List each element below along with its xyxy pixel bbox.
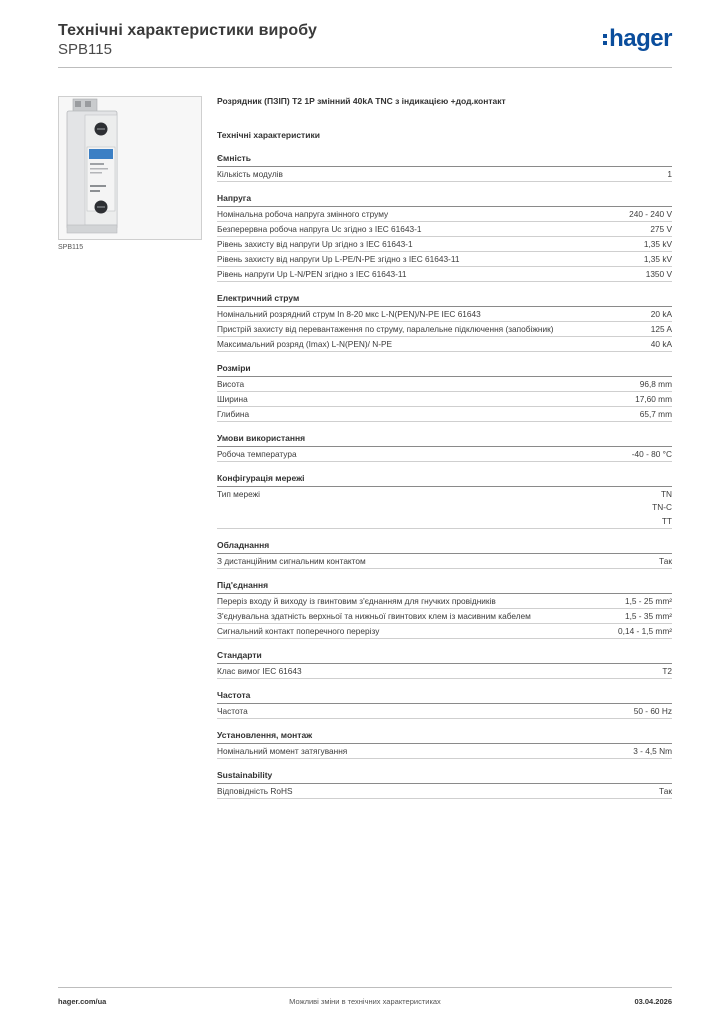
spec-label: Рівень напруги Up L-N/PEN згідно з IEC 61643-11	[217, 268, 407, 279]
spec-value	[659, 785, 672, 799]
spec-label: З дистанційним сигнальним контактом	[217, 555, 366, 566]
product-image	[58, 96, 202, 240]
spec-row	[217, 447, 672, 462]
spec-value-item: 50 - 60 Hz	[633, 705, 672, 716]
spec-label: Номінальна робоча напруга змінного струму	[217, 208, 389, 219]
spec-section	[217, 152, 672, 182]
spec-section	[217, 362, 672, 422]
spec-value-item: 1	[667, 168, 672, 179]
spec-label: Робоча температура	[217, 448, 297, 459]
section-title: Умови використання	[217, 432, 672, 447]
spec-value	[667, 168, 672, 182]
section-title: Розміри	[217, 362, 672, 377]
tech-heading: Технічні характеристики	[217, 130, 320, 140]
spec-value-item: T2	[662, 665, 672, 676]
spec-value	[618, 625, 672, 639]
spec-label: Кількість модулів	[217, 168, 283, 179]
spec-label: Клас вимог IEC 61643	[217, 665, 302, 676]
section-title: Частота	[217, 689, 672, 704]
spec-row	[217, 664, 672, 679]
spec-label: Сигнальний контакт поперечного перерізу	[217, 625, 380, 636]
spec-label: Глибина	[217, 408, 250, 419]
spec-value-item: 20 kA	[650, 308, 672, 319]
spec-value	[659, 555, 672, 569]
spec-section	[217, 292, 672, 352]
spec-value-item: 96,8 mm	[639, 378, 672, 389]
spec-section	[217, 432, 672, 462]
spec-value	[651, 308, 672, 322]
hager-logo	[603, 26, 672, 52]
footer-note: Можливі зміни в технічних характеристиках	[289, 997, 441, 1006]
spec-section	[217, 649, 672, 679]
page-footer	[58, 997, 672, 1011]
spec-value-item: Так	[659, 785, 672, 796]
spec-value	[652, 488, 672, 529]
image-caption: SPB115	[58, 244, 84, 251]
header-divider	[58, 67, 672, 68]
spec-label: Пристрій захисту від перевантаження по струму, паралельне підключення (запобіжник)	[217, 323, 554, 334]
spec-row	[217, 624, 672, 639]
spec-value	[646, 268, 672, 282]
spec-value	[650, 223, 672, 237]
spec-row	[217, 407, 672, 422]
spec-label: Рівень захисту від напруги Up L-PE/N-PE згідно з IEC 61643-11	[217, 253, 460, 264]
spec-row	[217, 252, 672, 267]
spec-row	[217, 377, 672, 392]
surge-arrester-icon	[59, 97, 201, 239]
spec-label: Рівень захисту від напруги Up згідно з IEC 61643-1	[217, 238, 413, 249]
spec-row	[217, 554, 672, 569]
spec-value-item: 1,35 kV	[643, 238, 672, 249]
spec-value	[625, 595, 672, 609]
footer-divider	[58, 987, 672, 988]
spec-label: Номінальний момент затягування	[217, 745, 348, 756]
spec-section	[217, 472, 672, 529]
section-title: Стандарти	[217, 649, 672, 664]
spec-row	[217, 487, 672, 529]
spec-value	[635, 393, 672, 407]
section-title: Обладнання	[217, 539, 672, 554]
spec-value-item: 240 - 240 V	[629, 208, 672, 219]
spec-value-item: -40 - 80 °C	[631, 448, 672, 459]
spec-value-item: 125 A	[650, 323, 672, 334]
spec-section	[217, 579, 672, 639]
spec-value	[625, 610, 672, 624]
page-header	[58, 20, 672, 66]
spec-section	[217, 689, 672, 719]
section-title: Напруга	[217, 192, 672, 207]
spec-row	[217, 594, 672, 609]
logo-colon-icon	[603, 34, 607, 45]
section-title: Установлення, монтаж	[217, 729, 672, 744]
spec-row	[217, 704, 672, 719]
spec-row	[217, 167, 672, 182]
spec-value	[632, 448, 672, 462]
spec-sections	[217, 152, 672, 799]
spec-section	[217, 769, 672, 799]
spec-value	[651, 338, 672, 352]
spec-value	[651, 323, 672, 337]
spec-value	[629, 208, 672, 222]
section-title: Електричний струм	[217, 292, 672, 307]
spec-label: Висота	[217, 378, 245, 389]
spec-value	[634, 705, 672, 719]
spec-value-item: 1,35 kV	[643, 253, 672, 264]
spec-label: Переріз входу й виходу із гвинтовим з'єднанням для гнучких провідників	[217, 595, 496, 606]
spec-label: Безперервна робоча напруга Uc згідно з IEC 61643-1	[217, 223, 422, 234]
section-title: Ємність	[217, 152, 672, 167]
spec-value	[633, 745, 672, 759]
spec-value-item: TT	[661, 515, 672, 526]
footer-website: hager.com/ua	[58, 997, 107, 1006]
spec-label: Ширина	[217, 393, 248, 404]
spec-content	[217, 94, 672, 799]
spec-value	[640, 378, 672, 392]
product-code: SPB115	[58, 41, 112, 58]
spec-row	[217, 744, 672, 759]
spec-row	[217, 222, 672, 237]
spec-label: Тип мережі	[217, 488, 260, 499]
spec-value-item: 0,14 - 1,5 mm²	[618, 625, 672, 636]
spec-value-item: TN	[660, 488, 672, 499]
spec-value-item: 1,5 - 25 mm²	[624, 595, 672, 606]
spec-section	[217, 192, 672, 282]
spec-value-item: 1350 V	[645, 268, 672, 279]
spec-value-item: 40 kA	[650, 338, 672, 349]
spec-value	[644, 253, 672, 267]
spec-row	[217, 307, 672, 322]
spec-section	[217, 729, 672, 759]
spec-value-item: 17,60 mm	[635, 393, 672, 404]
spec-row	[217, 392, 672, 407]
spec-label: Максимальний розряд (Imax) L-N(PEN)/ N-PE	[217, 338, 393, 349]
section-title: Sustainability	[217, 769, 672, 784]
spec-value-item: 1,5 - 35 mm²	[624, 610, 672, 621]
spec-value-item: TN-C	[652, 502, 672, 512]
spec-row	[217, 337, 672, 352]
spec-value	[644, 238, 672, 252]
section-title: Під'єднання	[217, 579, 672, 594]
product-name: Розрядник (ПЗІП) Т2 1Р змінний 40kA TNC з індикацією +дод.контакт	[217, 96, 506, 106]
spec-row	[217, 322, 672, 337]
spec-label: Відповідність RoHS	[217, 785, 293, 796]
spec-row	[217, 609, 672, 624]
spec-value-item: 3 - 4,5 Nm	[633, 745, 672, 756]
spec-row	[217, 207, 672, 222]
spec-label: Частота	[217, 705, 248, 716]
spec-row	[217, 237, 672, 252]
page-title: Технічні характеристики виробу	[58, 22, 317, 39]
spec-label: З'єднувальна здатність верхньої та нижньої гвинтових клем із масивним кабелем	[217, 610, 531, 621]
footer-date: 03.04.2026	[634, 997, 672, 1006]
logo-text: hager	[609, 25, 672, 52]
spec-row	[217, 784, 672, 799]
section-title: Конфігурація мережі	[217, 472, 672, 487]
spec-value	[640, 408, 672, 422]
spec-value-item: 275 V	[650, 223, 672, 234]
spec-value-item: 65,7 mm	[639, 408, 672, 419]
spec-value-item: Так	[659, 555, 672, 566]
spec-section	[217, 539, 672, 569]
spec-label: Номінальний розрядний струм In 8-20 мкс L-N(PEN)/N-PE IEC 61643	[217, 308, 481, 319]
spec-row	[217, 267, 672, 282]
spec-value	[662, 665, 672, 679]
